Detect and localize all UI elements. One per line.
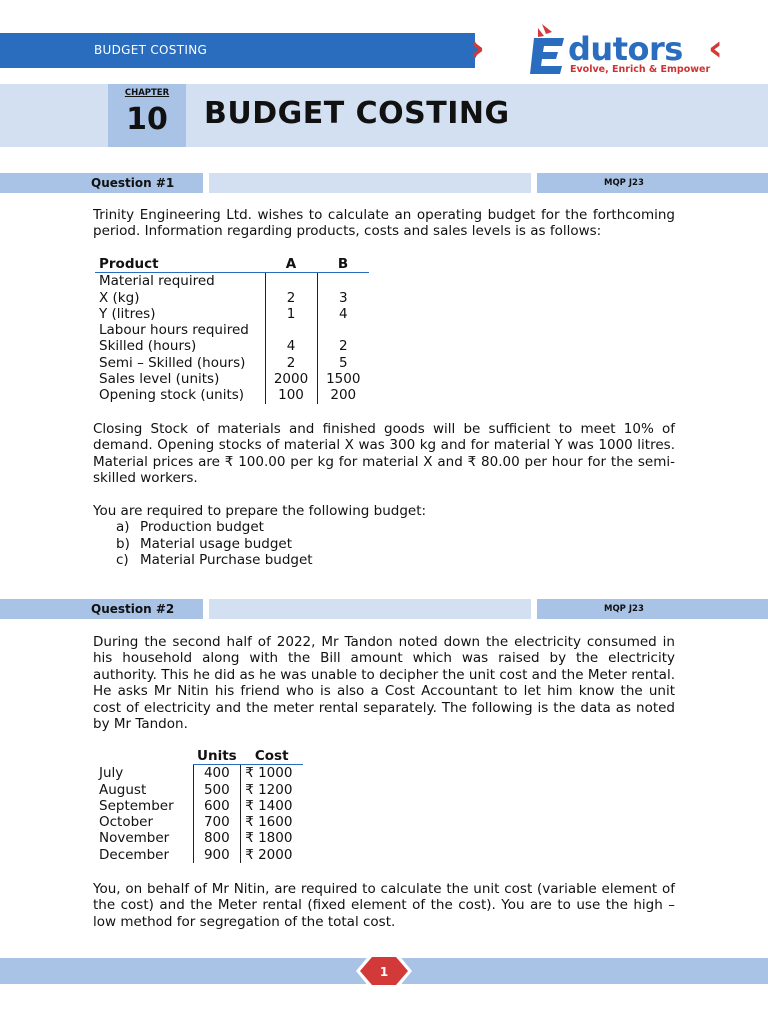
- table-row: [95, 338, 369, 354]
- table-cell: 100: [265, 387, 317, 403]
- q1-closing: Closing Stock of materials and finished goods will be sufficient to meet 10% of demand. Opening stocks of material X was 300 kg and for material Y was 1000 litres. Material prices are ₹ 100.00 per kg for material X and ₹ 80.00 per hour for the semi-skilled workers.: [93, 421, 675, 487]
- table-row: [95, 782, 303, 798]
- table-row: [95, 273, 369, 290]
- table-header: Product: [95, 256, 265, 273]
- table-row: [95, 322, 369, 338]
- table-cell: 800: [193, 830, 241, 846]
- table-cell: 200: [330, 387, 357, 404]
- q1-required-list: [116, 519, 313, 569]
- question-2-label: Question #2: [91, 602, 175, 616]
- table-row: [95, 387, 369, 403]
- table-cell: 2: [265, 355, 317, 371]
- chapter-label: CHAPTER: [124, 88, 170, 98]
- q2-electricity-table: [95, 748, 303, 863]
- table-cell: 2: [265, 290, 317, 306]
- table-cell: ₹ 1000: [245, 765, 293, 782]
- table-header: [95, 748, 193, 765]
- table-cell: [317, 273, 369, 290]
- table-cell: ₹ 1200: [245, 781, 293, 798]
- chapter-title: BUDGET COSTING: [204, 96, 510, 131]
- question-1-label: Question #1: [91, 176, 175, 190]
- list-item-text: Production budget: [140, 519, 264, 535]
- table-cell: ₹ 1800: [245, 830, 293, 847]
- list-marker: a): [116, 519, 130, 535]
- table-cell: Semi – Skilled (hours): [99, 354, 246, 371]
- table-cell: 3: [338, 289, 348, 306]
- q1-intro: Trinity Engineering Ltd. wishes to calculate an operating budget for the forthcoming period. Information regarding products, costs and sales levels is as follows:: [93, 207, 675, 240]
- table-cell: ₹ 1400: [245, 797, 293, 814]
- q1-required-intro: You are required to prepare the following budget:: [93, 503, 427, 519]
- table-cell: 2: [338, 338, 348, 355]
- q2-closing: You, on behalf of Mr Nitin, are required to calculate the unit cost (variable element of the cost) and the Meter rental (fixed element of the cost). You are to use the high – low method for segregation of the total cost.: [93, 881, 675, 930]
- table-row: [95, 306, 369, 322]
- page-number: 1: [379, 965, 389, 979]
- table-cell: 1500: [326, 371, 361, 388]
- table-cell: Labour hours required: [99, 322, 249, 339]
- table-cell: 1: [265, 306, 317, 322]
- table-cell: 2000: [265, 371, 317, 387]
- logo-e-icon: [528, 22, 570, 76]
- table-cell: ₹ 2000: [245, 846, 293, 863]
- list-marker: c): [116, 552, 129, 569]
- running-title: BUDGET COSTING: [94, 43, 208, 57]
- table-cell: 5: [338, 354, 348, 371]
- table-cell: Y (litres): [99, 305, 156, 322]
- table-header: A: [265, 256, 317, 273]
- table-row: [95, 814, 303, 830]
- table-row: [95, 830, 303, 846]
- table-cell: Material required: [99, 273, 215, 290]
- table-row: [95, 371, 369, 387]
- table-cell: [265, 273, 317, 290]
- chevron-left-icon: ‹: [708, 28, 723, 69]
- q2-intro: During the second half of 2022, Mr Tandon noted down the electricity consumed in his household along with the Bill amount which was raised by the electricity authority. This he did as he was unable to decipher the unit cost and the Meter rental. He asks Mr Nitin his friend who is also a Cost Accountant to let him know the unit cost of electricity and the meter rental separately. The following is the data as noted by Mr Tandon.: [93, 634, 675, 733]
- logo-tagline: Evolve, Enrich & Empower: [570, 64, 711, 75]
- table-cell: November: [99, 830, 170, 847]
- table-header-row: [95, 256, 369, 273]
- table-row: [95, 290, 369, 306]
- page-number-badge: [356, 954, 412, 988]
- table-cell: July: [99, 765, 124, 782]
- question-1-ref: MQP J23: [604, 178, 644, 188]
- logo-word: dutors: [568, 30, 683, 68]
- list-item-text: Material usage budget: [140, 535, 293, 552]
- table-cell: Sales level (units): [99, 371, 220, 388]
- list-item: [116, 536, 313, 553]
- list-marker: b): [116, 535, 130, 552]
- table-cell: 600: [193, 798, 241, 814]
- table-cell: December: [99, 846, 170, 863]
- question-2-ref: MQP J23: [604, 604, 644, 614]
- q1-product-table: [95, 256, 369, 404]
- table-cell: August: [99, 781, 147, 798]
- table-header: Cost: [241, 748, 303, 765]
- table-cell: October: [99, 814, 154, 831]
- chapter-number: 10: [126, 102, 168, 137]
- table-cell: Skilled (hours): [99, 338, 197, 355]
- table-row: [95, 765, 303, 782]
- question-1-bar: [0, 173, 768, 193]
- table-cell: 500: [193, 782, 241, 798]
- list-item: [116, 519, 313, 536]
- table-cell: [265, 322, 317, 338]
- table-row: [95, 847, 303, 863]
- list-item: [116, 552, 313, 569]
- table-row: [95, 355, 369, 371]
- table-cell: September: [99, 797, 174, 814]
- header-band: [0, 33, 475, 68]
- table-cell: ₹ 1600: [245, 814, 293, 831]
- table-header: Units: [193, 748, 241, 765]
- table-header: B: [317, 256, 369, 273]
- chevron-right-icon: ›: [470, 28, 485, 69]
- table-cell: Opening stock (units): [99, 387, 245, 404]
- table-cell: X (kg): [99, 289, 140, 306]
- table-cell: 900: [193, 847, 241, 863]
- table-row: [95, 798, 303, 814]
- table-cell: 700: [193, 814, 241, 830]
- table-cell: 400: [193, 765, 241, 782]
- table-cell: [317, 322, 369, 338]
- question-2-bar: [0, 599, 768, 619]
- list-item-text: Material Purchase budget: [140, 552, 313, 569]
- table-cell: 4: [338, 305, 348, 322]
- edutors-logo: [528, 22, 711, 78]
- table-cell: 4: [265, 338, 317, 354]
- table-header-row: [95, 748, 303, 765]
